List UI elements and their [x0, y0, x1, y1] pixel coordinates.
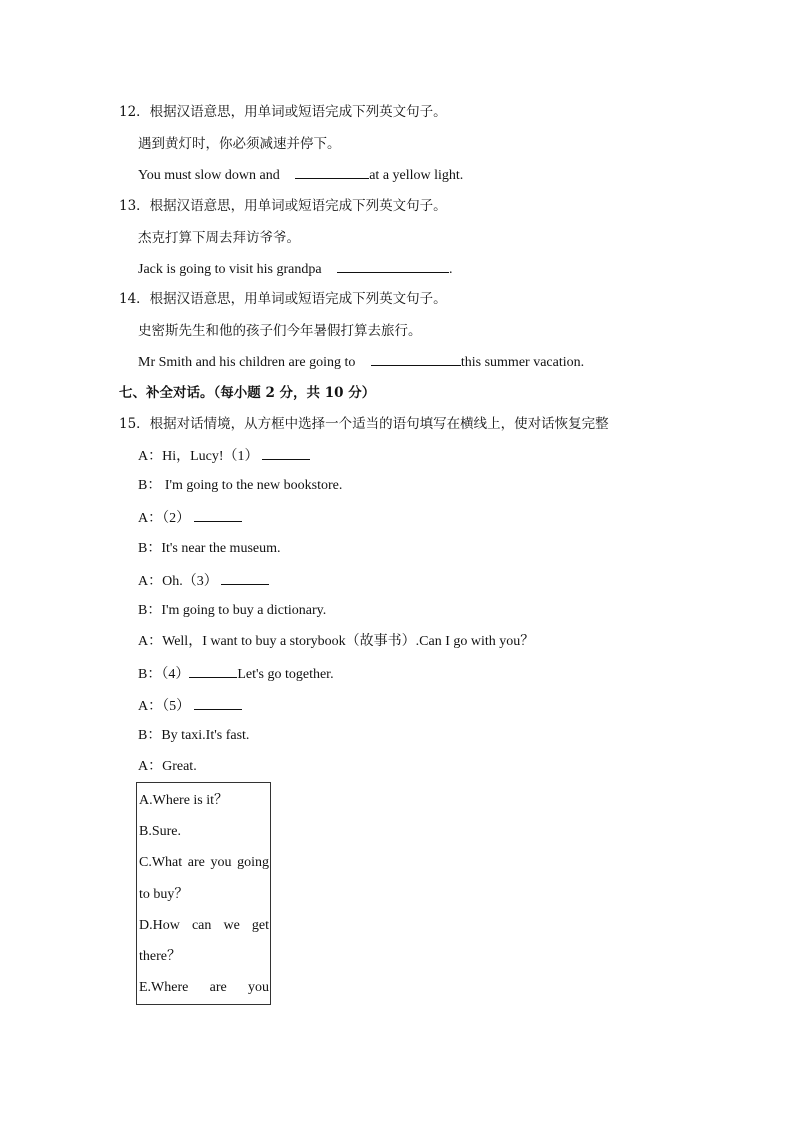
q12-sentence-start: You must slow down and — [138, 168, 280, 183]
dialogue-line — [138, 633, 534, 651]
q15-stem: 15．根据对话情境，从方框中选择一个适当的语句填写在横线上，使对话恢复完整 — [119, 416, 609, 432]
q14-chinese: 史密斯先生和他的孩子们今年暑假打算去旅行。 — [138, 323, 422, 339]
option-b: B.Sure. — [139, 824, 181, 839]
q12-stem: 12．根据汉语意思，用单词或短语完成下列英文句子。 — [119, 104, 447, 120]
option-word: you — [210, 855, 232, 870]
dialogue-text: B： I'm going to the new bookstore. — [138, 478, 343, 493]
q12-answer-blank[interactable] — [295, 165, 369, 179]
q13-chinese: 杰克打算下周去拜访爷爷。 — [138, 230, 300, 246]
dialogue-line — [138, 758, 197, 776]
option-word: going — [237, 855, 269, 870]
q14-sentence-end: this summer vacation. — [460, 355, 585, 370]
q13-stem: 13．根据汉语意思，用单词或短语完成下列英文句子。 — [119, 198, 447, 214]
dialogue-line — [138, 508, 242, 528]
dialogue-text: A：Great. — [138, 759, 197, 774]
q14-sentence — [138, 352, 584, 372]
q13-sentence-end: . — [449, 262, 453, 277]
dialogue-text: A：Well，I want to buy a storybook（故事书）.Can I go with you？ — [138, 634, 535, 649]
option-d — [139, 917, 269, 935]
option-word: get — [251, 918, 269, 933]
option-word: D.How — [139, 918, 180, 933]
q14-answer-blank[interactable] — [371, 352, 461, 366]
dialogue-text: B：It's near the museum. — [138, 541, 281, 556]
q12-sentence-end: at a yellow light. — [369, 168, 464, 183]
option-word: C.What — [139, 855, 183, 870]
q12-chinese: 遇到黄灯时，你必须减速并停下。 — [138, 136, 341, 152]
dialogue-line — [138, 664, 334, 684]
q13-sentence — [138, 259, 453, 279]
dialogue-text: A：（2） — [138, 511, 191, 526]
dialogue-line — [138, 602, 326, 620]
dialogue-text: B：By taxi.It's fast. — [138, 728, 250, 743]
q14-stem: 14．根据汉语意思，用单词或短语完成下列英文句子。 — [119, 291, 447, 307]
dialogue-line — [138, 727, 249, 745]
q14-sentence-start: Mr Smith and his children are going to — [138, 355, 356, 370]
dialogue-text: B：I'm going to buy a dictionary. — [138, 603, 327, 618]
q13-answer-blank[interactable] — [337, 259, 449, 273]
option-word: are — [187, 855, 205, 870]
dialogue-line — [138, 571, 269, 591]
option-e — [139, 979, 269, 997]
options-box — [136, 782, 271, 1005]
option-word: you — [247, 980, 269, 995]
dialogue-text: A：（5） — [138, 699, 191, 714]
section-heading: 七、补全对话。（每小题 2 分，共 10 分） — [119, 385, 376, 401]
option-word: we — [223, 918, 240, 933]
dialogue-text: A：Oh.（3） — [138, 574, 218, 589]
option-a: A.Where is it？ — [139, 793, 229, 808]
option-c — [139, 854, 269, 872]
dialogue-line — [138, 540, 281, 558]
dialogue-text: A：Hi，Lucy!（1） — [138, 449, 259, 464]
dialogue-blank-2[interactable] — [194, 508, 242, 522]
q12-sentence — [138, 165, 463, 185]
option-c-continued: to buy？ — [139, 887, 189, 902]
dialogue-line — [138, 696, 242, 716]
option-word: can — [191, 918, 212, 933]
dialogue-blank-3[interactable] — [221, 571, 269, 585]
dialogue-line — [138, 477, 342, 495]
option-word: E.Where — [139, 980, 189, 995]
dialogue-text: B：（4） — [138, 667, 190, 682]
dialogue-blank-5[interactable] — [194, 696, 242, 710]
q13-sentence-start: Jack is going to visit his grandpa — [138, 262, 322, 277]
dialogue-text: Let's go together. — [237, 667, 334, 682]
dialogue-line — [138, 446, 310, 466]
dialogue-blank-4[interactable] — [189, 664, 237, 678]
dialogue-blank-1[interactable] — [262, 446, 310, 460]
option-word: are — [209, 980, 227, 995]
option-d-continued: there？ — [139, 949, 181, 964]
